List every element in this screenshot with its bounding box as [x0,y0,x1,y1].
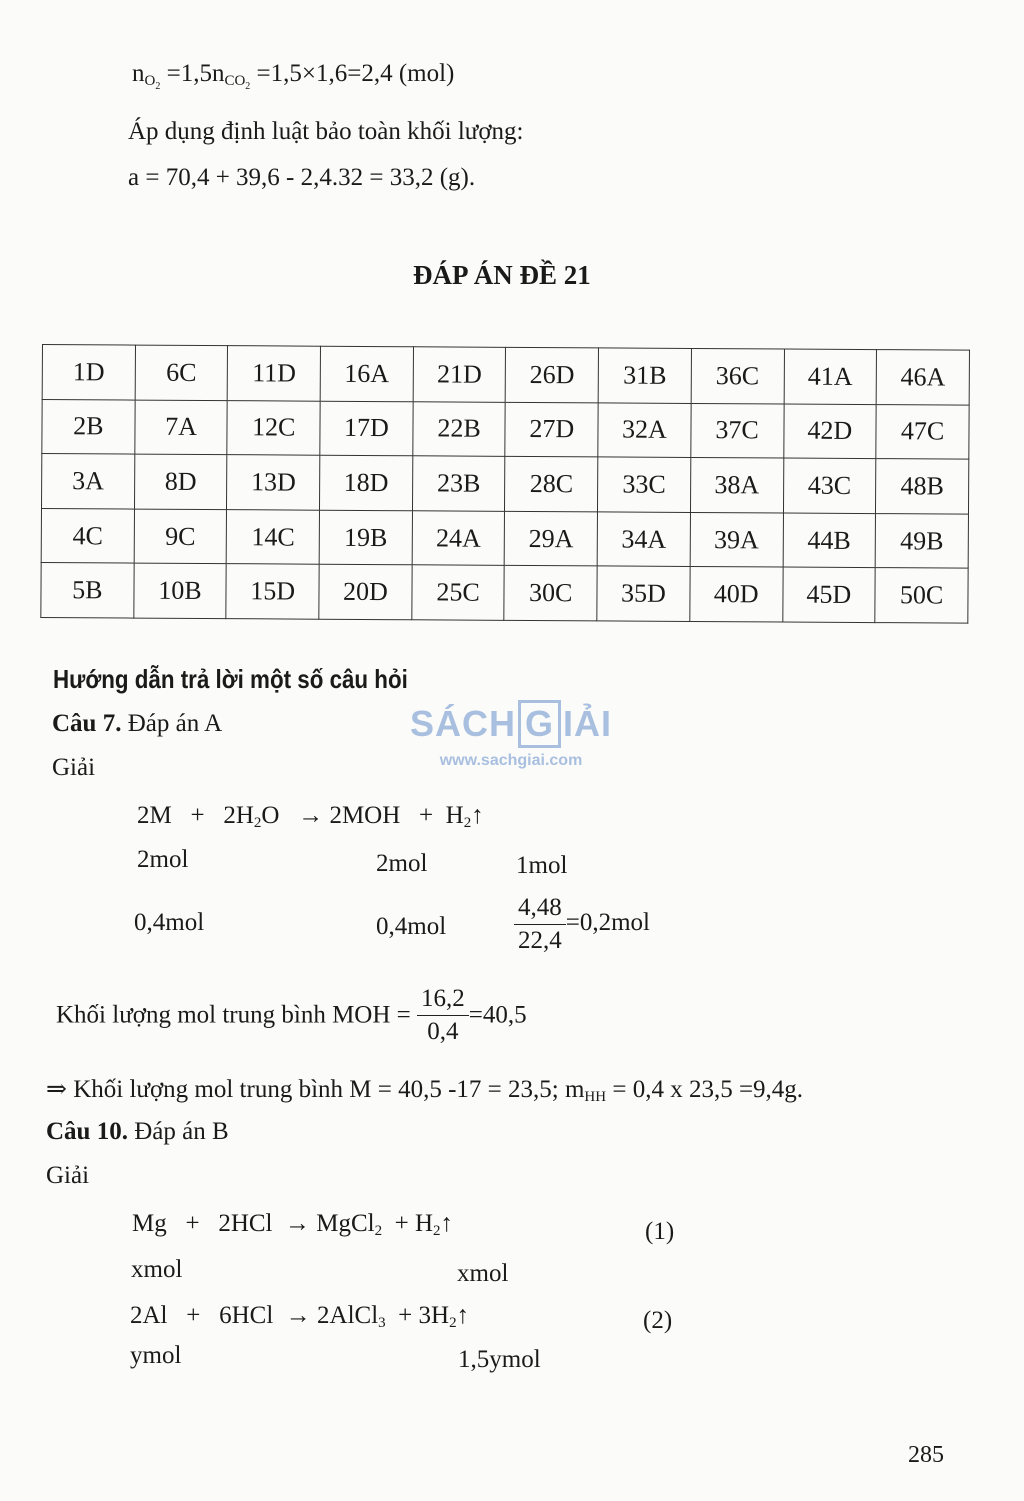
answer-cell: 50C [875,568,968,623]
answer-cell: 13D [227,455,320,510]
answer-cell: 1D [42,345,135,400]
q10-answer: Đáp án B [134,1118,229,1145]
answer-cell: 24A [412,511,505,566]
answer-cell: 4C [41,508,134,563]
answer-cell: 39A [690,512,783,567]
answer-cell: 26D [506,347,599,402]
q7-conclusion-a: ⇒ Khối lượng mol trung bình M = 40,5 -17 = 23,5; m [46,1076,585,1103]
q7-ratio-3: 1mol [516,852,568,879]
n-o2: $n_{O_2}$ [132,60,161,92]
answer-cell: 30C [504,566,597,621]
q7-avg-result: =40,5 [468,1001,527,1029]
answer-cell: 6C [135,345,228,400]
q10-eq1-ratio-1: xmol [131,1256,183,1283]
q10-eq1-number: (1) [645,1218,675,1245]
q10-eq1-ratio-2: xmol [457,1260,509,1287]
q10-heading [46,1118,229,1146]
answer-cell: 10B [134,563,227,618]
answer-cell: 40D [690,567,783,622]
q7-amount-1: 0,4mol [134,909,205,936]
answer-cell: 5B [41,563,134,618]
answer-cell: 7A [135,400,228,455]
answer-cell: 20D [319,565,412,620]
q7-conclusion-sub: HH [584,1089,607,1105]
answer-row [42,345,969,405]
answer-cell: 9C [134,509,227,564]
page-title: ĐÁP ÁN ĐỀ 21 [413,260,591,290]
answer-cell: 33C [598,457,691,512]
answer-cell: 36C [691,348,784,403]
answer-cell: 34A [597,512,690,567]
answer-cell: 25C [412,565,505,620]
answer-cell: 27D [505,402,598,457]
q7-conclusion-b: = 0,4 x 23,5 =9,4g. [606,1076,804,1103]
answer-cell: 47C [876,404,969,459]
a-value-line: a = 70,4 + 39,6 - 2,4.32 = 33,2 (g). [128,164,476,191]
answer-row [41,454,968,514]
q7-frac-den: 22,4 [518,927,562,954]
q7-average [56,985,527,1046]
q7-frac-result: =0,2mol [565,909,650,937]
answer-cell: 14C [227,509,320,564]
answer-cell: 12C [227,400,320,455]
guide-heading: Hướng dẫn trả lời một số câu hỏi [53,664,408,694]
answer-cell: 37C [691,403,784,458]
answer-cell: 18D [320,455,413,510]
watermark-box: G [518,700,561,748]
q7-ratio-2: 2mol [376,850,428,877]
q10-eq2-ratio-2: 1,5ymol [458,1346,541,1373]
answer-cell: 48B [876,459,969,514]
answer-row [42,399,969,459]
answer-cell: 11D [228,346,321,401]
watermark [410,700,612,770]
q7-label: Câu 7. [52,710,122,737]
q7-equation: $2M + 2H_2O \to 2MOH$ + $H_2↑$ [137,802,484,831]
q7-heading [52,710,222,738]
page-number: 285 [908,1442,944,1468]
answer-cell: 21D [413,347,506,402]
watermark-left: SÁCH [410,703,517,744]
q10-eq2-number: (2) [643,1307,673,1334]
q7-solve: Giải [52,754,96,781]
answer-cell: 44B [783,513,876,568]
answer-cell: 32A [598,402,691,457]
answer-cell: 38A [690,458,783,513]
answer-cell: 2B [42,399,135,454]
answer-cell: 31B [598,348,691,403]
answer-cell: 28C [505,457,598,512]
answer-cell: 17D [320,401,413,456]
q10-label: Câu 10. [46,1118,128,1145]
formula-line [132,60,454,92]
answer-cell: 43C [783,458,876,513]
mass-law-text: Áp dụng định luật bảo toàn khối lượng: [128,118,524,145]
answer-cell: 23B [412,456,505,511]
q7-avg-den: 0,4 [427,1018,459,1045]
answer-cell: 19B [319,510,412,565]
q10-eq2-ratio-1: ymol [130,1342,182,1369]
n-co2: $=1,5n_{CO_2}$ [166,60,251,92]
q7-conclusion [46,1074,803,1106]
answer-cell: 3A [41,454,134,509]
watermark-url: www.sachgiai.com [439,752,583,769]
q7-fraction [514,894,650,955]
answer-cell: 8D [134,454,227,509]
answer-cell: 15D [226,564,319,619]
answer-row [41,563,968,623]
answer-cell: 35D [597,566,690,621]
q10-solve: Giải [46,1162,90,1189]
q7-avg-num: 16,2 [417,985,469,1016]
answer-cell: 41A [784,349,877,404]
answer-cell: 45D [782,567,875,622]
answer-cell: 16A [320,346,413,401]
answer-row [41,508,968,568]
watermark-right: IẢI [563,703,613,744]
answer-cell: 42D [783,404,876,459]
answer-table [40,344,970,624]
q7-ratio-1: 2mol [137,846,189,873]
formula-result: =1,5×1,6=2,4 (mol) [256,60,455,87]
answer-cell: 46A [876,350,969,405]
q10-equation-1: Mg + 2HCl → MgCl$_2$ + $H_2↑$ [132,1210,454,1239]
q10-equation-2: 2Al + 6HCl → 2AlCl$_3$ + $3H_2↑$ [130,1302,470,1331]
q7-answer: Đáp án A [127,710,223,737]
answer-cell: 49B [875,513,968,568]
q7-frac-num: 4,48 [514,894,566,925]
q7-amount-2: 0,4mol [376,913,447,940]
answer-cell: 22B [413,401,506,456]
answer-cell: 29A [505,511,598,566]
q7-avg-text: Khối lượng mol trung bình MOH = [56,1001,411,1029]
